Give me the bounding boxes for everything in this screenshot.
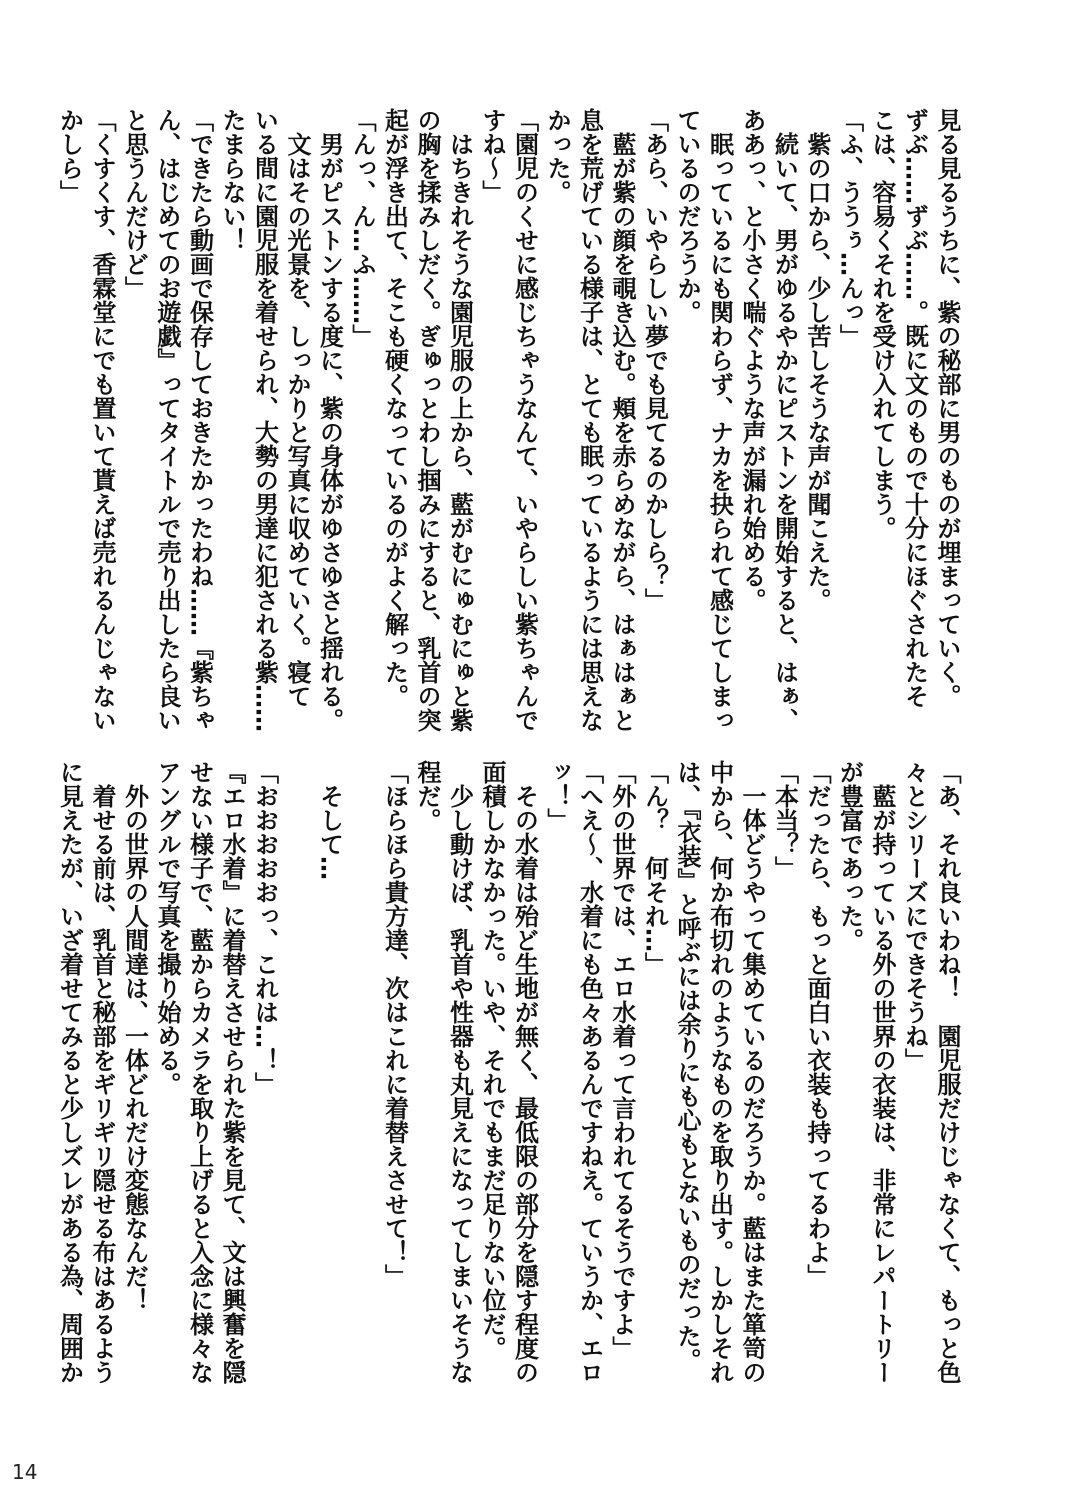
- text-line: 「あら、いやらしい夢でも見てるのかしら？」: [640, 108, 669, 612]
- text-line: に見えたが、いざ着せてみると少しズレがある為、周囲か: [55, 760, 84, 1384]
- text-line: 「あ、それ良いわね！ 園児服だけじゃなくて、もっと色: [933, 760, 961, 1384]
- text-line: ん、はじめてのお遊戯』ってタイトルで売り出したら良い: [153, 108, 181, 732]
- text-line: 一体どうやって集めているのだろうか。藍はまた箪笥の: [738, 760, 766, 1384]
- text-line: 着せる前は、乳首と秘部をギリギリ隠せる布はあるよう: [88, 760, 116, 1384]
- text-column-top: [53, 108, 963, 732]
- text-line: は、『衣装』と呼ぶには余りにも心もとないものだった。: [673, 760, 701, 1372]
- text-line: かしら」: [55, 108, 84, 204]
- text-line: 少し動けば、乳首や性器も丸見えになってしまいそうな: [445, 760, 474, 1384]
- text-line: 「へえ～、水着にも色々あるんですねえ。ていうか、エロ: [575, 760, 604, 1384]
- text-line: ッ！」: [543, 760, 571, 832]
- text-line: 男がピストンする度に、紫の身体がゆさゆさと揺れる。: [315, 108, 344, 732]
- text-line: 中から、何か布切れのようなものを取り出す。しかしそれ: [705, 760, 734, 1384]
- text-line: 紫の口から、少し苦しそうな声が聞こえた。: [803, 108, 831, 612]
- text-line: 文はその光景を、しっかりと写真に収めていく。寝て: [283, 108, 311, 708]
- text-line: 藍が紫の顔を覗き込む。頬を赤らめながら、はぁはぁと: [608, 108, 636, 732]
- text-line: 面積しかなかった。いや、それでもまだ足りない位だ。: [478, 760, 506, 1360]
- text-line: 『エロ水着』に着替えさせられた紫を見て、文は興奮を隠: [218, 760, 246, 1384]
- text-line: 眠っているにも関わらず、ナカを抉られて感じてしまっ: [705, 108, 734, 732]
- text-line: 見る見るうちに、紫の秘部に男のものが埋まっていく。: [933, 108, 961, 708]
- text-line: 「本当？」: [770, 760, 799, 880]
- text-line: [281, 760, 314, 1360]
- text-line: と思うんだけど」: [120, 108, 149, 300]
- text-line: たまらない！: [218, 108, 246, 252]
- text-line: 程だ。: [413, 760, 441, 832]
- text-line: 外の世界の人間達は、一体どれだけ変態なんだ！: [120, 760, 149, 1312]
- text-line: かった。: [543, 108, 571, 204]
- text-line: [346, 760, 379, 1360]
- page-number: 14: [12, 1460, 38, 1484]
- text-line: 「ん？ 何それ…」: [640, 760, 669, 976]
- text-line: その水着は殆ど生地が無く、最低限の部分を隠す程度の: [510, 760, 539, 1384]
- text-line: ああっ、と小さく喘ぐような声が漏れ始める。: [738, 108, 766, 612]
- text-line: 「んっ、ん…ふ……」: [348, 108, 376, 348]
- text-line: ているのだろうか。: [673, 108, 701, 324]
- text-line: ずぶ……ずぶ……。既に文のもので十分にほぐされたそ: [900, 108, 929, 708]
- text-line: 々とシリーズにできそうね」: [900, 760, 929, 1072]
- text-line: そして…: [315, 760, 344, 880]
- text-line: 「できたら動画で保存しておきたかったわね……『紫ちゃ: [185, 108, 214, 732]
- text-line: 起が浮き出て、そこも硬くなっているのがよく解った。: [380, 108, 409, 708]
- text-line: 藍が持っている外の世界の衣装は、非常にレパートリー: [868, 760, 896, 1384]
- text-line: すね～」: [478, 108, 506, 204]
- text-line: 「おおおおおっ、これは…！」: [250, 760, 279, 1096]
- text-line: 続いて、男がゆるやかにピストンを開始すると、はぁ、: [770, 108, 799, 732]
- text-line: こは、容易くそれを受け入れてしまう。: [868, 108, 896, 540]
- text-line: 「ふ、ううぅ…んっ」: [835, 108, 864, 348]
- text-column-bottom: [53, 760, 963, 1384]
- text-line: はちきれそうな園児服の上から、藍がむにゅむにゅと紫: [445, 108, 474, 732]
- text-line: いる間に園児服を着せられ、大勢の男達に犯される紫……: [250, 108, 279, 732]
- text-line: 「外の世界では、エロ水着って言われてるそうですよ」: [608, 760, 636, 1360]
- text-line: アングルで写真を撮り始める。: [153, 760, 181, 1096]
- text-line: の胸を揉みしだく。ぎゅっとわし掴みにすると、乳首の突: [413, 108, 441, 732]
- text-line: 「園児のくせに感じちゃうなんて、いやらしい紫ちゃんで: [510, 108, 539, 732]
- text-line: 「くすくす、香霖堂にでも置いて貰えば売れるんじゃない: [88, 108, 116, 732]
- text-line: 「だったら、もっと面白い衣装も持ってるわよ」: [803, 760, 831, 1288]
- text-line: 「ほらほら貴方達、次はこれに着替えさせて！」: [380, 760, 409, 1288]
- text-line: が豊富であった。: [835, 760, 864, 952]
- text-line: 息を荒げている様子は、とても眠っているようには思えな: [575, 108, 604, 732]
- text-line: せない様子で、藍からカメラを取り上げると入念に様々な: [185, 760, 214, 1384]
